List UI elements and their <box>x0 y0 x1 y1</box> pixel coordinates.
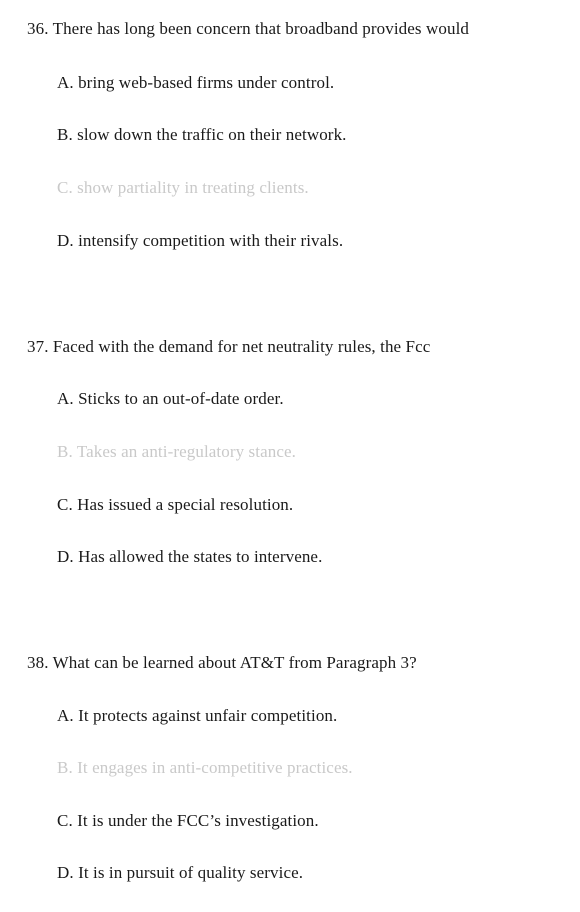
question-38-option-a: A. It protects against unfair competition. <box>57 706 338 725</box>
question-38-option-b: B. It engages in anti-competitive practices. <box>57 758 353 777</box>
question-36-option-b: B. slow down the traffic on their network. <box>57 125 347 144</box>
question-36-option-d: D. intensify competition with their rivals. <box>57 231 344 250</box>
question-36-option-c: C. show partiality in treating clients. <box>57 178 309 197</box>
question-37-option-d: D. Has allowed the states to intervene. <box>57 547 323 566</box>
question-38-option-d: D. It is in pursuit of quality service. <box>57 863 304 882</box>
question-37-option-a: A. Sticks to an out-of-date order. <box>57 389 284 408</box>
question-36-stem: 36. There has long been concern that broadband provides would <box>27 19 469 38</box>
question-38-option-c: C. It is under the FCC’s investigation. <box>57 811 319 830</box>
question-37-stem: 37. Faced with the demand for net neutrality rules, the Fcc <box>27 337 431 356</box>
question-37-option-b: B. Takes an anti-regulatory stance. <box>57 442 296 461</box>
question-38-stem: 38. What can be learned about AT&T from Paragraph 3? <box>27 653 417 672</box>
question-37-option-c: C. Has issued a special resolution. <box>57 495 294 514</box>
question-36-option-a: A. bring web-based firms under control. <box>57 73 335 92</box>
